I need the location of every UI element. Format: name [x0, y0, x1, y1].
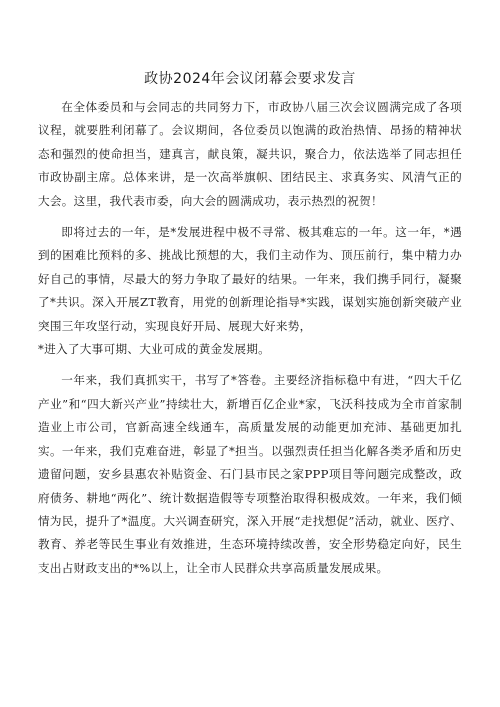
paragraph-2-continued: *进入了大事可期、大业可成的黄金发展期。	[38, 342, 271, 357]
paragraph-2: 即将过去的一年，是*发展进程中极不寻常、极其难忘的一年。这一年，*遇到的困难比预料的多、挑战比预想的大，我们主动作为、顶压前行，集中精力办好自己的事情，尽最大的努力争取了最好的结果。一年来，我们携手同行，凝聚了*共识。深入开展ZT教育，用党的创新理论指导*实践，谋划实施创新突破产业突围三年攻坚行动，实现良好开局、展现大好来势，	[38, 225, 462, 333]
document-title: 政协2024年会议闭幕会要求发言	[144, 71, 356, 87]
paragraph-3: 一年来，我们真抓实干，书写了*答卷。主要经济指标稳中有进，“四大千亿产业”和“四大新兴产业”持续壮大，新增百亿企业*家，飞沃科技成为全市首家制造业上市公司，官新高速全线通车，高质量发展的动能更加充沛、基础更加扎实。一年来，我们克难奋进，彰显了*担当。以强烈责任担当化解各类矛盾和历史遗留问题，安乡县惠农补贴资金、石门县市民之家PPP项目等问题完成整改，政府债务、耕地“两化”、统计数据造假等专项整治取得积极成效。一年来，我们倾情为民，提升了*温度。大兴调查研究，深入开展“走找想促”活动，就业、医疗、教育、养老等民生事业有效推进，生态环境持续改善，安全形势稳定向好，民生支出占财政支出的*%以上，让全市人民群众共享高质量发展成果。	[38, 373, 462, 575]
document-body	[38, 96, 462, 588]
paragraph-1: 在全体委员和与会同志的共同努力下，市政协八届三次会议圆满完成了各项议程，就要胜利闭幕了。会议期间，各位委员以饱满的政治热情、昂扬的精神状态和强烈的使命担当，建真言，献良策，凝共识，聚合力，依法选举了同志担任市政协副主席。总体来讲，是一次高举旗帜、团结民主、求真务实、风清气正的大会。这里，我代表市委，向大会的圆满成功，表示热烈的祝贺！	[38, 100, 462, 208]
